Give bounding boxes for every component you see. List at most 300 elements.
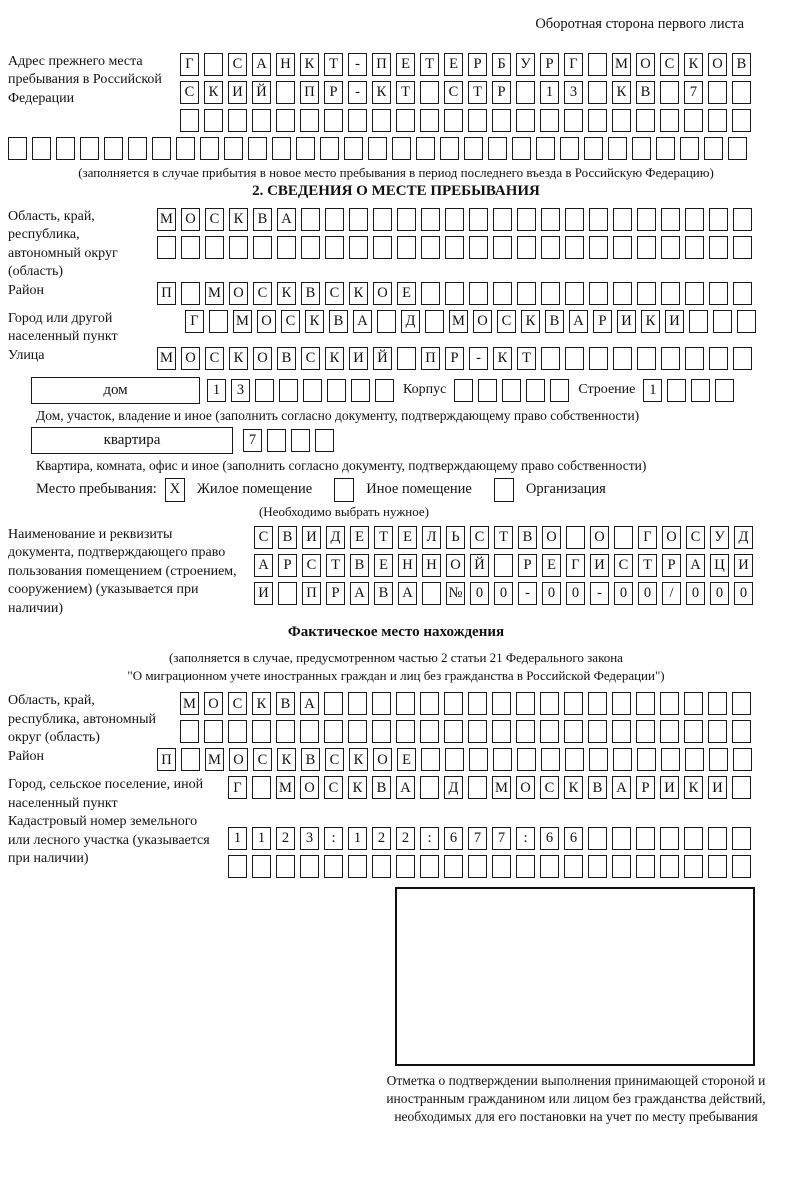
cell[interactable] — [732, 81, 751, 104]
cell[interactable] — [445, 208, 464, 231]
cell[interactable]: М — [205, 282, 224, 305]
cell[interactable] — [660, 692, 679, 715]
cell[interactable] — [180, 720, 199, 743]
actual-region-row-1[interactable] — [180, 692, 756, 715]
cell[interactable] — [157, 236, 176, 259]
cell[interactable] — [445, 748, 464, 771]
stay-region-row-1[interactable] — [157, 208, 757, 231]
cell[interactable] — [324, 109, 343, 132]
cell[interactable] — [248, 137, 267, 160]
cell[interactable]: Н — [398, 554, 417, 577]
cell[interactable]: С — [444, 81, 463, 104]
cell[interactable] — [276, 109, 295, 132]
prev-address-row-3[interactable] — [180, 109, 756, 132]
cell[interactable] — [684, 720, 703, 743]
cell[interactable]: Г — [564, 53, 583, 76]
cell[interactable]: 1 — [228, 827, 247, 850]
cell[interactable] — [613, 236, 632, 259]
cell[interactable]: 6 — [564, 827, 583, 850]
cell[interactable] — [32, 137, 51, 160]
cell[interactable] — [276, 855, 295, 878]
prev-address-row-2[interactable] — [180, 81, 756, 104]
cell[interactable] — [589, 208, 608, 231]
cell[interactable] — [550, 379, 569, 402]
cell[interactable] — [588, 692, 607, 715]
cell[interactable] — [636, 720, 655, 743]
house-number-cells[interactable] — [207, 379, 399, 402]
cell[interactable] — [565, 236, 584, 259]
cell[interactable] — [204, 53, 223, 76]
cell[interactable]: : — [324, 827, 343, 850]
cell[interactable] — [492, 720, 511, 743]
cell[interactable] — [228, 109, 247, 132]
cell[interactable] — [733, 282, 752, 305]
cell[interactable]: В — [350, 554, 369, 577]
cell[interactable]: К — [204, 81, 223, 104]
cell[interactable] — [613, 208, 632, 231]
cell[interactable] — [444, 692, 463, 715]
cell[interactable]: 0 — [470, 582, 489, 605]
cell[interactable]: К — [252, 692, 271, 715]
apartment-number-cells[interactable] — [243, 429, 339, 452]
cell[interactable] — [300, 109, 319, 132]
cell[interactable] — [732, 827, 751, 850]
cell[interactable] — [541, 347, 560, 370]
cell[interactable] — [492, 855, 511, 878]
cell[interactable] — [276, 81, 295, 104]
cell[interactable] — [613, 748, 632, 771]
cell[interactable]: О — [204, 692, 223, 715]
cell[interactable] — [300, 855, 319, 878]
cell[interactable] — [636, 827, 655, 850]
cell[interactable]: Г — [180, 53, 199, 76]
cell[interactable] — [468, 855, 487, 878]
cell[interactable] — [469, 236, 488, 259]
cell[interactable] — [493, 748, 512, 771]
cell[interactable]: : — [420, 827, 439, 850]
cell[interactable] — [397, 347, 416, 370]
cell[interactable]: В — [276, 692, 295, 715]
cell[interactable] — [348, 109, 367, 132]
cell[interactable]: Г — [228, 776, 247, 799]
cell[interactable] — [612, 692, 631, 715]
cell[interactable]: Г — [185, 310, 204, 333]
cell[interactable]: 1 — [252, 827, 271, 850]
cell[interactable] — [612, 827, 631, 850]
cell[interactable]: В — [374, 582, 393, 605]
cell[interactable]: И — [660, 776, 679, 799]
cell[interactable]: - — [348, 53, 367, 76]
cell[interactable]: Д — [734, 526, 753, 549]
cell[interactable]: В — [636, 81, 655, 104]
cell[interactable]: Т — [324, 53, 343, 76]
cell[interactable]: Е — [542, 554, 561, 577]
prev-address-row-1[interactable] — [180, 53, 756, 76]
cell[interactable] — [589, 748, 608, 771]
cell[interactable] — [492, 109, 511, 132]
cell[interactable]: О — [229, 748, 248, 771]
cell[interactable] — [613, 282, 632, 305]
cell[interactable]: Т — [420, 53, 439, 76]
actual-city-row[interactable] — [228, 776, 756, 799]
cell[interactable]: А — [277, 208, 296, 231]
cell[interactable] — [685, 748, 704, 771]
cell[interactable]: К — [349, 748, 368, 771]
cell[interactable]: 0 — [542, 582, 561, 605]
cell[interactable] — [301, 236, 320, 259]
cell[interactable] — [560, 137, 579, 160]
cell[interactable] — [324, 720, 343, 743]
cell[interactable]: О — [446, 554, 465, 577]
cell[interactable] — [416, 137, 435, 160]
cell[interactable] — [252, 776, 271, 799]
actual-district-row[interactable] — [157, 748, 757, 771]
cell[interactable] — [421, 208, 440, 231]
cell[interactable]: Л — [422, 526, 441, 549]
cell[interactable] — [397, 208, 416, 231]
cell[interactable]: Р — [540, 53, 559, 76]
cell[interactable] — [516, 720, 535, 743]
cell[interactable] — [204, 109, 223, 132]
cell[interactable] — [660, 720, 679, 743]
cell[interactable]: С — [470, 526, 489, 549]
cell[interactable]: К — [521, 310, 540, 333]
cell[interactable]: В — [732, 53, 751, 76]
cell[interactable]: П — [157, 282, 176, 305]
cell[interactable] — [255, 379, 274, 402]
cell[interactable]: 6 — [444, 827, 463, 850]
document-row-1[interactable] — [254, 526, 758, 549]
cell[interactable]: Р — [593, 310, 612, 333]
cell[interactable] — [372, 855, 391, 878]
prev-address-row-4[interactable] — [8, 137, 800, 160]
cell[interactable] — [444, 109, 463, 132]
cell[interactable] — [372, 692, 391, 715]
cell[interactable]: О — [708, 53, 727, 76]
cell[interactable] — [494, 554, 513, 577]
cell[interactable]: Г — [638, 526, 657, 549]
cell[interactable]: У — [710, 526, 729, 549]
cell[interactable]: Р — [492, 81, 511, 104]
cell[interactable] — [444, 855, 463, 878]
cell[interactable] — [541, 208, 560, 231]
cell[interactable] — [228, 720, 247, 743]
cell[interactable] — [660, 109, 679, 132]
cell[interactable] — [541, 236, 560, 259]
cell[interactable]: Р — [278, 554, 297, 577]
cell[interactable] — [661, 236, 680, 259]
cell[interactable]: - — [590, 582, 609, 605]
cell[interactable] — [689, 310, 708, 333]
cell[interactable] — [737, 310, 756, 333]
cell[interactable] — [612, 855, 631, 878]
cell[interactable] — [632, 137, 651, 160]
cell[interactable]: К — [300, 53, 319, 76]
cell[interactable] — [588, 109, 607, 132]
stay-city-row[interactable] — [185, 310, 761, 333]
cell[interactable]: О — [516, 776, 535, 799]
cell[interactable] — [454, 379, 473, 402]
cell[interactable]: 3 — [300, 827, 319, 850]
cell[interactable]: К — [684, 776, 703, 799]
cell[interactable] — [588, 53, 607, 76]
cell[interactable] — [492, 692, 511, 715]
cell[interactable]: С — [497, 310, 516, 333]
cell[interactable] — [565, 208, 584, 231]
cell[interactable] — [392, 137, 411, 160]
cell[interactable] — [296, 137, 315, 160]
cell[interactable] — [708, 855, 727, 878]
cell[interactable] — [291, 429, 310, 452]
cell[interactable] — [588, 81, 607, 104]
cell[interactable] — [526, 379, 545, 402]
cell[interactable]: О — [662, 526, 681, 549]
cell[interactable]: Й — [252, 81, 271, 104]
cell[interactable]: С — [205, 208, 224, 231]
cell[interactable] — [252, 855, 271, 878]
cell[interactable]: Р — [662, 554, 681, 577]
cell[interactable] — [708, 692, 727, 715]
cell[interactable]: С — [180, 81, 199, 104]
stay-district-row[interactable] — [157, 282, 757, 305]
cell[interactable] — [656, 137, 675, 160]
cell[interactable]: И — [617, 310, 636, 333]
cell[interactable]: И — [665, 310, 684, 333]
cell[interactable]: - — [518, 582, 537, 605]
cell[interactable]: О — [373, 282, 392, 305]
cell[interactable] — [464, 137, 483, 160]
cell[interactable] — [252, 109, 271, 132]
cell[interactable] — [541, 282, 560, 305]
cell[interactable] — [368, 137, 387, 160]
cell[interactable] — [205, 236, 224, 259]
cell[interactable] — [733, 748, 752, 771]
cell[interactable]: И — [254, 582, 273, 605]
cell[interactable]: В — [588, 776, 607, 799]
cell[interactable]: 6 — [540, 827, 559, 850]
stroenie-cells[interactable] — [643, 379, 739, 402]
cell[interactable] — [565, 347, 584, 370]
cell[interactable]: Т — [326, 554, 345, 577]
cell[interactable]: С — [325, 282, 344, 305]
cell[interactable]: И — [349, 347, 368, 370]
cell[interactable] — [713, 310, 732, 333]
cell[interactable] — [396, 109, 415, 132]
cell[interactable]: К — [349, 282, 368, 305]
cell[interactable]: О — [229, 282, 248, 305]
cell[interactable] — [613, 347, 632, 370]
cell[interactable]: А — [398, 582, 417, 605]
actual-region-row-2[interactable] — [180, 720, 756, 743]
cell[interactable]: 0 — [734, 582, 753, 605]
cell[interactable]: Ц — [710, 554, 729, 577]
cell[interactable] — [709, 748, 728, 771]
cell[interactable] — [637, 282, 656, 305]
organization-checkbox[interactable] — [494, 478, 514, 502]
cell[interactable] — [564, 692, 583, 715]
cell[interactable]: Д — [326, 526, 345, 549]
cell[interactable] — [152, 137, 171, 160]
cell[interactable] — [56, 137, 75, 160]
cell[interactable] — [344, 137, 363, 160]
cell[interactable]: М — [492, 776, 511, 799]
cell[interactable] — [516, 109, 535, 132]
cell[interactable] — [300, 720, 319, 743]
cell[interactable]: У — [516, 53, 535, 76]
cell[interactable] — [517, 236, 536, 259]
cell[interactable] — [488, 137, 507, 160]
cell[interactable] — [351, 379, 370, 402]
cell[interactable] — [349, 208, 368, 231]
cell[interactable]: К — [684, 53, 703, 76]
cell[interactable] — [325, 208, 344, 231]
cell[interactable] — [420, 692, 439, 715]
cell[interactable] — [468, 692, 487, 715]
cell[interactable] — [661, 347, 680, 370]
cell[interactable] — [588, 855, 607, 878]
cell[interactable]: П — [157, 748, 176, 771]
cell[interactable]: К — [229, 347, 248, 370]
cell[interactable] — [637, 236, 656, 259]
cell[interactable]: М — [180, 692, 199, 715]
cell[interactable] — [469, 748, 488, 771]
cell[interactable] — [278, 582, 297, 605]
cell[interactable] — [636, 855, 655, 878]
cell[interactable]: К — [372, 81, 391, 104]
cell[interactable]: К — [348, 776, 367, 799]
cell[interactable] — [279, 379, 298, 402]
cell[interactable] — [320, 137, 339, 160]
cell[interactable]: Т — [638, 554, 657, 577]
cell[interactable] — [588, 827, 607, 850]
cell[interactable]: С — [281, 310, 300, 333]
cell[interactable]: Р — [468, 53, 487, 76]
cell[interactable] — [445, 282, 464, 305]
cell[interactable] — [469, 282, 488, 305]
cell[interactable] — [493, 236, 512, 259]
cell[interactable]: 0 — [686, 582, 705, 605]
cell[interactable]: 1 — [207, 379, 226, 402]
cell[interactable] — [589, 236, 608, 259]
cell[interactable] — [421, 748, 440, 771]
cell[interactable] — [661, 748, 680, 771]
document-row-3[interactable] — [254, 582, 758, 605]
cell[interactable]: А — [396, 776, 415, 799]
cell[interactable] — [493, 282, 512, 305]
cell[interactable] — [685, 282, 704, 305]
cell[interactable]: К — [229, 208, 248, 231]
cell[interactable]: П — [302, 582, 321, 605]
cell[interactable] — [180, 109, 199, 132]
cell[interactable]: В — [518, 526, 537, 549]
cell[interactable] — [224, 137, 243, 160]
cell[interactable] — [565, 282, 584, 305]
cell[interactable] — [709, 347, 728, 370]
cell[interactable]: К — [564, 776, 583, 799]
cell[interactable]: Е — [397, 282, 416, 305]
cell[interactable] — [396, 692, 415, 715]
cell[interactable]: О — [473, 310, 492, 333]
cell[interactable] — [349, 236, 368, 259]
cell[interactable] — [468, 720, 487, 743]
cell[interactable] — [614, 526, 633, 549]
cell[interactable] — [420, 776, 439, 799]
cell[interactable]: И — [590, 554, 609, 577]
cell[interactable] — [327, 379, 346, 402]
cell[interactable] — [660, 827, 679, 850]
cell[interactable] — [709, 208, 728, 231]
cell[interactable]: 7 — [468, 827, 487, 850]
cell[interactable] — [516, 692, 535, 715]
cell[interactable]: В — [301, 282, 320, 305]
cell[interactable] — [684, 692, 703, 715]
cell[interactable]: 0 — [614, 582, 633, 605]
cell[interactable]: С — [686, 526, 705, 549]
cell[interactable]: Е — [444, 53, 463, 76]
cell[interactable] — [444, 720, 463, 743]
cell[interactable] — [540, 720, 559, 743]
cell[interactable] — [516, 855, 535, 878]
cell[interactable]: Е — [374, 554, 393, 577]
cell[interactable]: М — [205, 748, 224, 771]
cell[interactable] — [324, 855, 343, 878]
cell[interactable] — [440, 137, 459, 160]
cell[interactable]: К — [325, 347, 344, 370]
cell[interactable] — [276, 720, 295, 743]
cell[interactable] — [637, 208, 656, 231]
cell[interactable]: О — [257, 310, 276, 333]
cell[interactable]: С — [205, 347, 224, 370]
cell[interactable]: : — [516, 827, 535, 850]
cell[interactable]: Т — [468, 81, 487, 104]
cell[interactable]: Д — [401, 310, 420, 333]
cell[interactable]: Н — [276, 53, 295, 76]
cell[interactable] — [176, 137, 195, 160]
cell[interactable]: М — [449, 310, 468, 333]
cell[interactable] — [733, 208, 752, 231]
cell[interactable]: А — [254, 554, 273, 577]
cell[interactable] — [181, 236, 200, 259]
cell[interactable] — [564, 109, 583, 132]
cell[interactable] — [684, 855, 703, 878]
cell[interactable] — [228, 855, 247, 878]
cell[interactable] — [478, 379, 497, 402]
cell[interactable]: М — [612, 53, 631, 76]
cell[interactable]: О — [181, 347, 200, 370]
cell[interactable]: О — [636, 53, 655, 76]
cell[interactable]: С — [325, 748, 344, 771]
cell[interactable]: - — [469, 347, 488, 370]
cell[interactable]: И — [228, 81, 247, 104]
cell[interactable] — [373, 236, 392, 259]
cell[interactable]: 7 — [243, 429, 262, 452]
cell[interactable]: А — [350, 582, 369, 605]
cell[interactable]: И — [734, 554, 753, 577]
cell[interactable] — [541, 748, 560, 771]
cell[interactable] — [564, 720, 583, 743]
document-row-2[interactable] — [254, 554, 758, 577]
cadastre-row-1[interactable] — [228, 827, 756, 850]
cell[interactable] — [732, 692, 751, 715]
cell[interactable]: О — [542, 526, 561, 549]
cell[interactable]: Р — [324, 81, 343, 104]
cell[interactable] — [469, 208, 488, 231]
cell[interactable]: 2 — [372, 827, 391, 850]
cell[interactable] — [422, 582, 441, 605]
cell[interactable] — [252, 720, 271, 743]
cell[interactable] — [732, 776, 751, 799]
cell[interactable] — [204, 720, 223, 743]
